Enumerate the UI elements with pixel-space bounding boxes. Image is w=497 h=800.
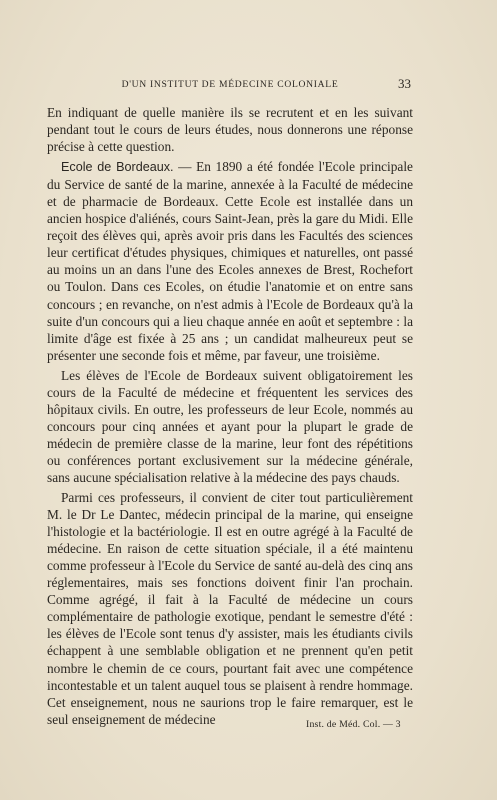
running-head: D'UN INSTITUT DE MÉDECINE COLONIALE <box>121 79 339 90</box>
paragraph-eleves: Les élèves de l'Ecole de Bordeaux suivent obligatoirement les cours de la Faculté de médecine et fréquentent les services des hôpitaux civils. En outre, les professeurs de leur Ecole, nommés au concours pour cinq années et ayant pour la plupart le grade de médecin de première classe de la marine, leur font des répétitions ou conférences portant exclusivement sur la médecine générale, sans aucune spécialisation relative à la médecine des pays chauds. <box>47 367 413 485</box>
section-heading: Ecole de Bordeaux. <box>61 160 174 175</box>
paragraph-intro: En indiquant de quelle manière ils se recrutent et en les suivant pendant tout le cours de leurs études, nous donnerons une réponse précise à cette question. <box>47 105 413 155</box>
paragraph-ecole-bordeaux <box>47 158 413 364</box>
footer-signature: Inst. de Méd. Col. — 3 <box>306 719 401 730</box>
paragraph-text: — En 1890 a été fondée l'Ecole principale du Service de santé de la marine, annexée à la Faculté de médecine et de pharmacie de Bordeaux. Cette Ecole est installée dans un ancien hospice d'aliénés, cours Saint-Jean, près la gare du Midi. Elle reçoit des élèves qui, après avoir pris dans les Facultés des sciences leur certificat d'études physiques, chimiques et naturelles, ont passé au moins un an dans l'une des Ecoles annexes de Brest, Rochefort ou Toulon. Dans ces Ecoles, on étudie l'anatomie et on entre sans concours ; en revanche, on n'est admis à l'Ecole de Bordeaux qu'à la suite d'un concours qui a lieu chaque année en août et septembre : la limite d'âge est fixée à 25 ans ; un candidat malheureux peut se présenter une seconde fois et même, par faveur, une troisième. <box>47 159 413 363</box>
body-text <box>47 104 413 731</box>
paragraph-professeurs: Parmi ces professeurs, il convient de citer tout particulièrement M. le Dr Le Dantec, médecin principal de la marine, qui enseigne l'histologie et la bactériologie. Il est en outre agrégé à la Faculté de médecine. En raison de cette situation spéciale, il a été maintenu comme professeur à l'Ecole du Service de santé au-delà des cinq ans réglementaires, mais ses fonctions doivent finir l'an prochain. Comme agrégé, il fait à la Faculté de médecine un cours complémentaire de pathologie exotique, pendant le semestre d'été : les élèves de l'Ecole sont tenus d'y assister, mais les étudiants civils échappent à une semblable obligation et ne prennent qu'en petit nombre le chemin de ce cours, pourtant fait avec une compétence incontestable et un talent auquel tous se plaisent à rendre hommage. Cet enseignement, nous ne saurions trop le faire remarquer, est le seul enseignement de médecine <box>47 490 413 727</box>
page-number: 33 <box>398 76 411 91</box>
